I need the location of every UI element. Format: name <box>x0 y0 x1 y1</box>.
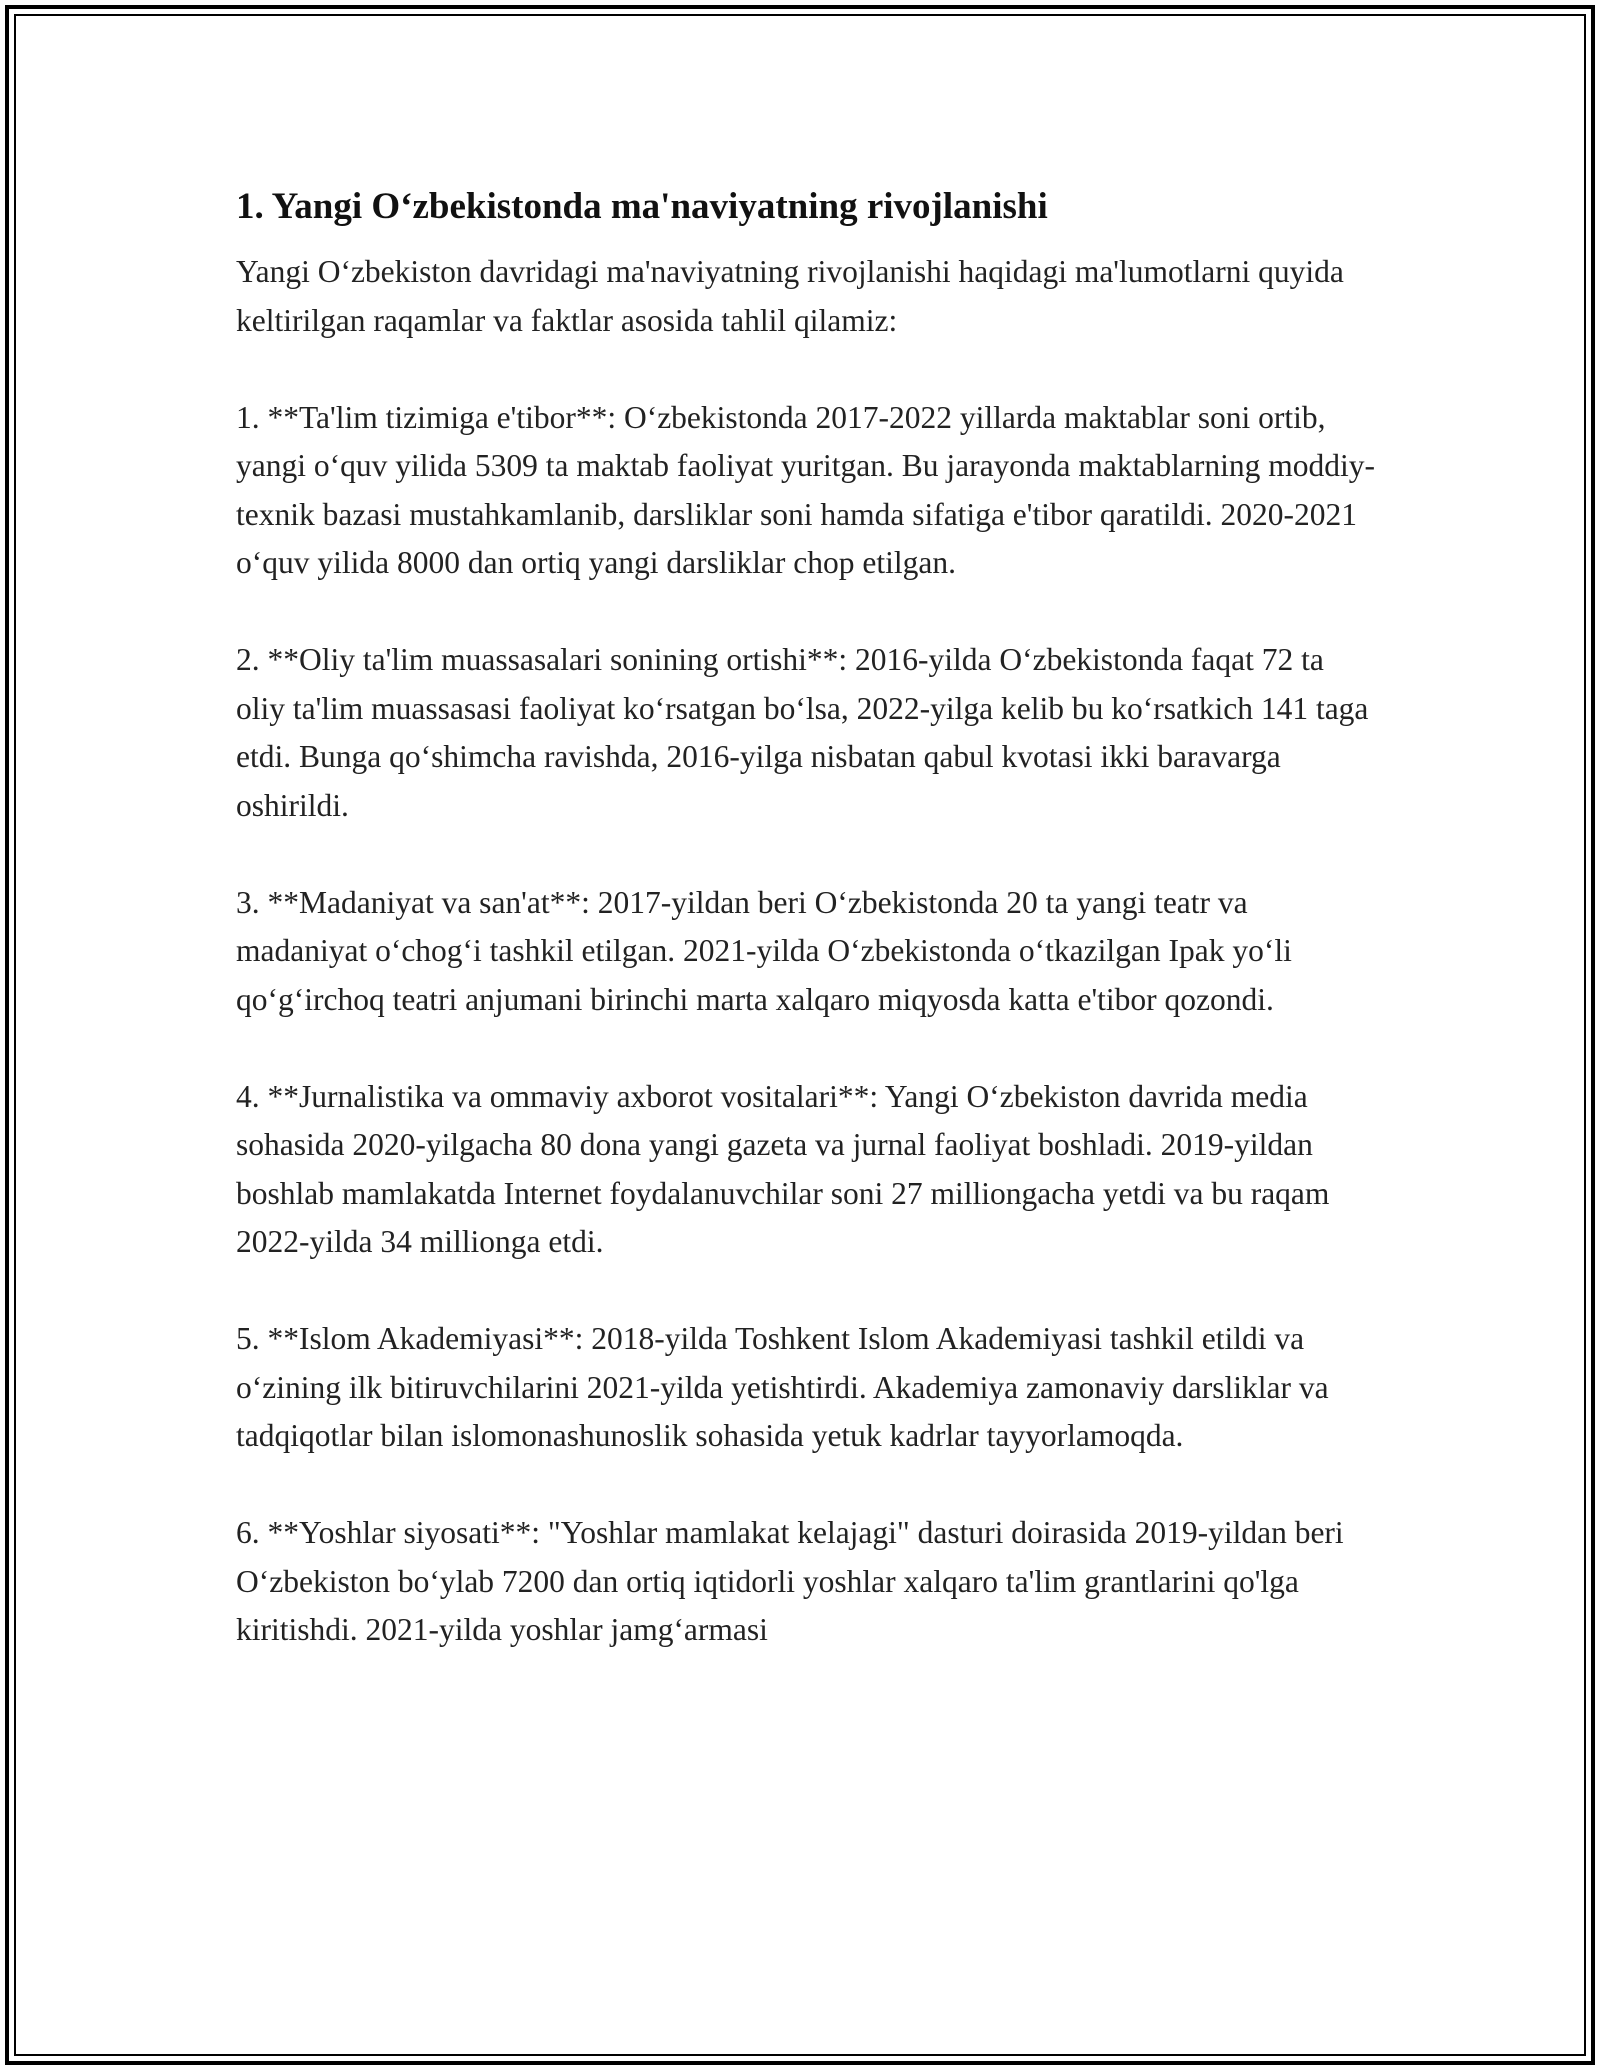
paragraph-education-system: 1. **Ta'lim tizimiga e'tibor**: O‘zbekistonda 2017-2022 yillarda maktablar soni ortib, yangi o‘quv yilida 5309 ta maktab faoliyat yuritgan. Bu jarayonda maktablarning moddiy-texnik bazasi mustahkamlanib, darsliklar soni hamda sifatiga e'tibor qaratildi. 2020-2021 o‘quv yilida 8000 dan ortiq yangi darsliklar chop etilgan. <box>236 399 1375 580</box>
paragraph-youth-policy: 6. **Yoshlar siyosati**: "Yoshlar mamlakat kelajagi" dasturi doirasida 2019-yildan beri O‘zbekiston bo‘ylab 7200 dan ortiq iqtidorli yoshlar xalqaro ta'lim grantlarini qo'lga kiritishdi. 2021-yilda yoshlar jamg‘armasi <box>236 1515 1344 1647</box>
document-body <box>236 180 1376 1703</box>
intro-paragraph: Yangi O‘zbekiston davridagi ma'naviyatning rivojlanishi haqidagi ma'lumotlarni quyida keltirilgan raqamlar va faktlar asosida tahlil qilamiz: <box>236 254 1344 338</box>
paragraph-journalism-media: 4. **Jurnalistika va ommaviy axborot vositalari**: Yangi O‘zbekiston davrida media sohasida 2020-yilgacha 80 dona yangi gazeta va jurnal faoliyat boshladi. 2019-yildan boshlab mamlakatda Internet foydalanuvchilar soni 27 milliongacha yetdi va bu raqam 2022-yilda 34 millionga etdi. <box>236 1078 1330 1259</box>
paragraph-islamic-academy: 5. **Islom Akademiyasi**: 2018-yilda Toshkent Islom Akademiyasi tashkil etildi va o‘zining ilk bitiruvchilarini 2021-yilda yetishtirdi. Akademiya zamonaviy darsliklar va tadqiqotlar bilan islomonashunoslik sohasida yetuk kadrlar tayyorlamoqda. <box>236 1321 1329 1453</box>
paragraph-higher-education: 2. **Oliy ta'lim muassasalari sonining ortishi**: 2016-yilda O‘zbekistonda faqat 72 ta oliy ta'lim muassasasi faoliyat ko‘rsatgan bo‘lsa, 2022-yilga kelib bu ko‘rsatkich 141 taga etdi. Bunga qo‘shimcha ravishda, 2016-yilga nisbatan qabul kvotasi ikki baravarga oshirildi. <box>236 642 1369 823</box>
document-title: 1. Yangi O‘zbekistonda ma'naviyatning rivojlanishi <box>236 186 1048 227</box>
paragraph-culture-art: 3. **Madaniyat va san'at**: 2017-yildan beri O‘zbekistonda 20 ta yangi teatr va madaniyat o‘chog‘i tashkil etilgan. 2021-yilda O‘zbekistonda o‘tkazilgan Ipak yo‘li qo‘g‘irchoq teatri anjumani birinchi marta xalqaro miqyosda katta e'tibor qozondi. <box>236 884 1292 1017</box>
